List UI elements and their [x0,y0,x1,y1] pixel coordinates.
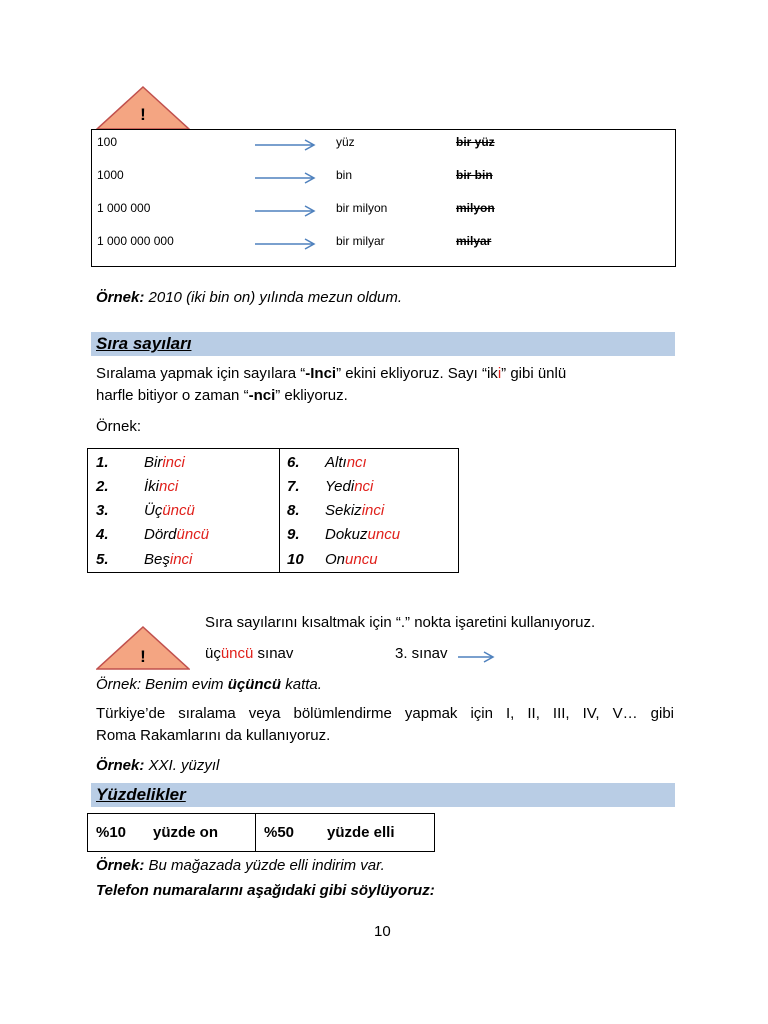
example-sentence: Örnek: 2010 (iki bin on) yılında mezun oldum. [96,289,402,306]
section-heading-percent: Yüzdelikler [91,783,675,807]
table-row [92,234,675,254]
example-sentence: Örnek: XXI. yüzyıl [96,757,220,774]
number-word: bir milyar [336,234,385,248]
number-word: bir milyon [336,201,388,215]
warning-mark: ! [140,647,146,666]
percent-word: yüzde elli [327,824,395,841]
number-value: 100 [97,135,118,149]
number-wrong: bir yüz [456,135,495,149]
abbrev-note: Sıra sayılarını kısaltmak için “.” nokta işaretini kullanıyoruz. [205,614,596,631]
number-wrong: bir bin [456,168,493,182]
ordinal-intro-line1: Sıralama yapmak için sayılara “-Inci” ekini ekliyoruz. Sayı “iki” gibi ünlü [96,365,567,382]
percent-value: %10 [96,824,127,841]
number-value: 1000 [97,168,124,182]
arrow-right-icon [255,204,317,218]
percent-word: yüzde on [153,824,219,841]
phone-note: Telefon numaralarını aşağıdaki gibi söylüyoruz: [96,882,435,899]
number-value: 1 000 000 000 [97,234,174,248]
page-number: 10 [374,923,391,940]
numbers-table [91,129,676,267]
number-wrong: milyar [456,234,492,248]
table-row [92,135,675,155]
arrow-right-icon [255,237,317,251]
example-sentence: Örnek: Benim evim üçüncü katta. [96,676,322,693]
warning-triangle-icon [96,626,190,670]
number-value: 1 000 000 [97,201,151,215]
section-heading-ordinal: Sıra sayıları [91,332,675,356]
arrow-right-icon [458,650,496,664]
warning-mark: ! [140,105,146,124]
table-row [92,168,675,188]
number-wrong: milyon [456,201,495,215]
number-word: yüz [336,135,355,149]
warning-triangle-icon [96,86,190,130]
example-sentence: Örnek: Bu mağazada yüzde elli indirim var. [96,857,385,874]
example-label: Örnek: [96,418,142,435]
roman-note-line1: Türkiye’de sıralama veya bölümlendirme yapmak için I, II, III, IV, V… gibi [96,705,674,722]
number-word: bin [336,168,353,182]
ordinals-table: 1. Birinci 2. İkinci 3. Üçüncü 4. Dördüncü 5. Beşinci 6. Altıncı 7. Yedinci 8. Sekizinci 9. Dokuzuncu 10 Onuncu [87,448,459,573]
arrow-right-icon [255,171,317,185]
roman-note-line2: Roma Rakamlarını da kullanıyoruz. [96,727,331,744]
table-row [92,201,675,221]
abbrev-example-full: üçüncü sınav [205,645,294,662]
percent-value: %50 [264,824,295,841]
ordinal-intro-line2: harfle bitiyor o zaman “-nci” ekliyoruz. [96,387,348,404]
arrow-right-icon [255,138,317,152]
percent-table [87,813,435,852]
abbrev-example-short: 3. sınav [395,645,448,662]
